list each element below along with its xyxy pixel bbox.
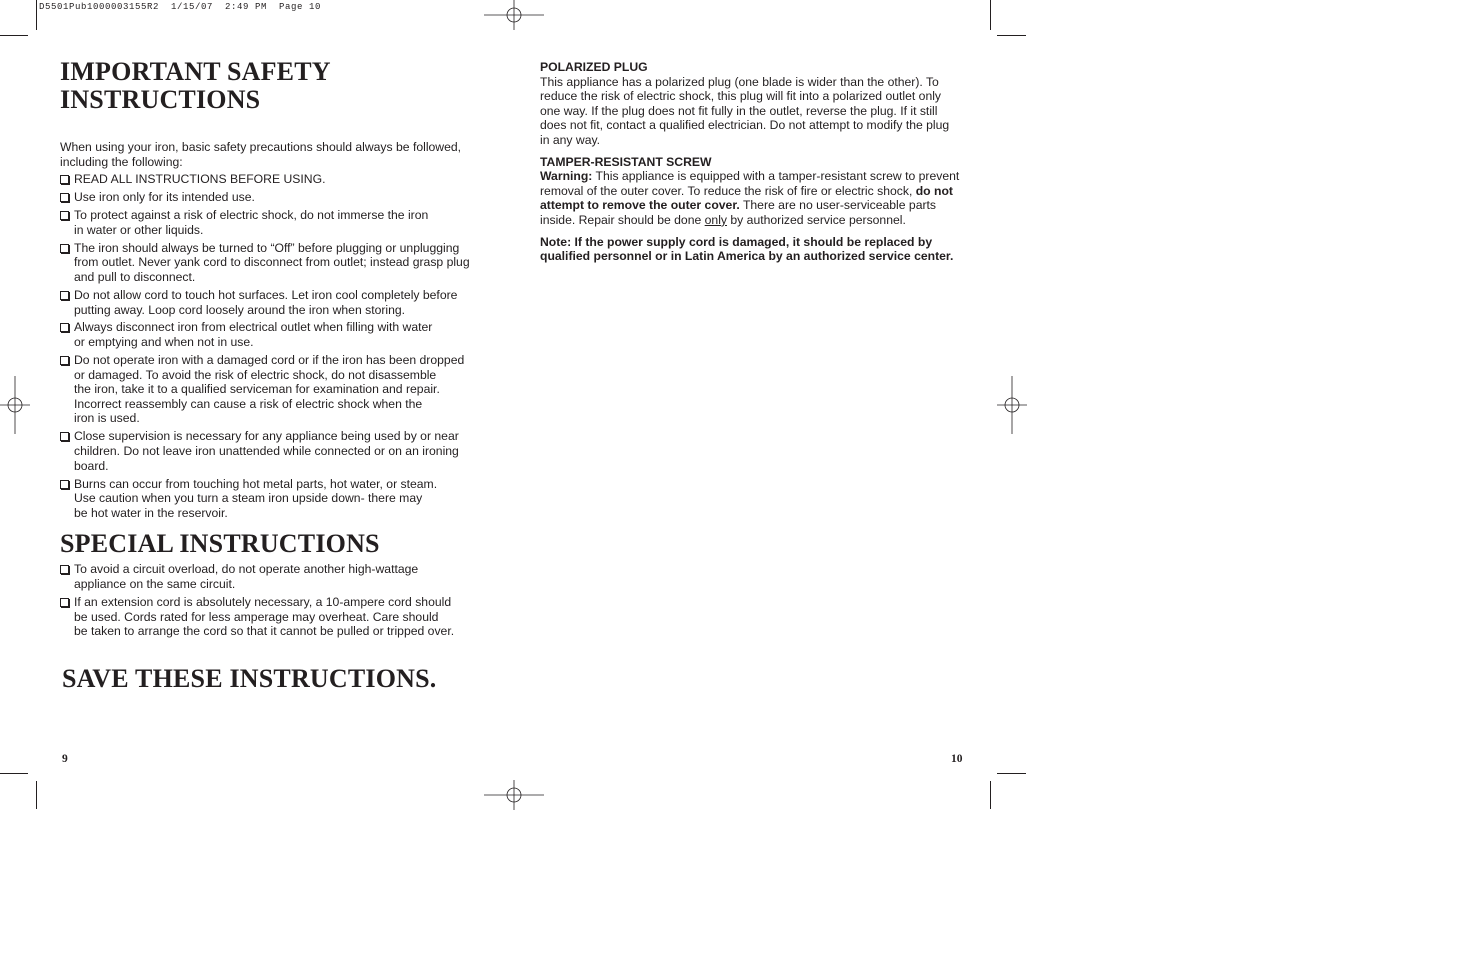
left-page [60,58,500,693]
page-number: 10 [951,753,963,765]
list-item [60,190,500,205]
list-item-line: or emptying and when not in use. [74,335,254,350]
registration-mark-icon [484,0,544,30]
list-item [60,172,500,187]
intro-line: When using your iron, basic safety precautions should always be followed, [60,140,462,154]
text-run: This appliance is equipped with a tamper-resistant screw to prevent [592,169,960,184]
note-line: qualified personnel or in Latin America by an authorized service center. [540,249,954,264]
list-item-line: To protect against a risk of electric shock, do not immerse the iron [74,208,429,223]
text-run: do not [915,183,953,198]
list-item-line: be hot water in the reservoir. [74,505,228,520]
list-item-line: Incorrect reassembly can cause a risk of electric shock when the [74,396,423,411]
tamper-screw-heading: TAMPER-RESISTANT SCREW [540,154,712,169]
page-title [60,58,500,114]
list-item [60,288,500,317]
list-item-line: the iron, take it to a qualified serviceman for examination and repair. [74,382,440,397]
text-run: inside. Repair should be done [540,212,705,227]
list-item-line: Close supervision is necessary for any appliance being used by or near [74,429,459,444]
list-item-line: and pull to disconnect. [74,269,196,284]
crop-mark [990,0,991,30]
crop-mark [0,773,28,774]
crop-mark [36,0,37,30]
intro-paragraph [60,140,500,169]
registration-mark-icon [484,780,544,810]
paragraph-line: in any way. [540,132,601,147]
list-item-line: from outlet. Never yank cord to disconnect from outlet; instead grasp plug [74,255,470,270]
crop-mark [990,781,991,809]
tamper-screw-paragraph [540,169,970,227]
title-line: IMPORTANT SAFETY [60,57,331,86]
safety-list [60,172,500,520]
list-item [60,241,500,285]
page-number: 9 [62,753,68,765]
text-run: attempt to remove the outer cover. [540,198,740,213]
crop-mark [997,35,1026,36]
list-item-line: The iron should always be turned to “Off” before plugging or unplugging [74,240,460,255]
list-item [60,320,500,349]
crop-mark [36,781,37,809]
polarized-plug-heading: POLARIZED PLUG [540,60,648,74]
text-run: by authorized service personnel. [727,212,906,227]
list-item-line: If an extension cord is absolutely necessary, a 10-ampere cord should [74,594,452,609]
list-item-line: be taken to arrange the cord so that it cannot be pulled or tripped over. [74,624,455,639]
list-item [60,208,500,237]
special-list [60,562,500,638]
paragraph-line: reduce the risk of electric shock, this plug will fit into a polarized outlet only [540,89,942,104]
list-item [60,562,500,591]
list-item-line: children. Do not leave iron unattended while connected or on an ironing [74,444,459,459]
text-run: only [704,212,728,227]
list-item-line: Do not allow cord to touch hot surfaces. Let iron cool completely before [74,287,458,302]
list-item-line: Always disconnect iron from electrical outlet when filling with water [74,320,433,335]
registration-mark-icon [997,376,1027,434]
list-item-line: iron is used. [74,411,140,426]
print-slug: D5501Pub1000003155R2 1/15/07 2:49 PM Page 10 [39,2,322,12]
warning-label: Warning: [540,169,593,184]
crop-mark [0,35,28,36]
right-page [540,60,970,271]
list-item-line: putting away. Loop cord loosely around the iron when storing. [74,302,406,317]
list-item-line: appliance on the same circuit. [74,576,236,591]
list-item [60,477,500,521]
paragraph-line: one way. If the plug does not fit fully in the outlet, reverse the plug. If it still [540,103,938,118]
list-item-line: Do not operate iron with a damaged cord or if the iron has been dropped [74,353,465,368]
list-item-line: READ ALL INSTRUCTIONS BEFORE USING. [74,172,326,187]
polarized-plug-paragraph [540,75,970,148]
crop-mark [997,773,1026,774]
note-line: Note: If the power supply cord is damaged, it should be replaced by [540,234,933,249]
paragraph-line: This appliance has a polarized plug (one blade is wider than the other). To [540,74,939,89]
list-item-line: or damaged. To avoid the risk of electric shock, do not disassemble [74,367,437,382]
text-run: There are no user-serviceable parts [739,198,937,213]
registration-mark-icon [0,376,30,434]
special-instructions-heading: SPECIAL INSTRUCTIONS [60,529,380,559]
list-item-line: Use caution when you turn a steam iron upside down- there may [74,491,423,506]
list-item-line: be used. Cords rated for less amperage may overheat. Care should [74,609,439,624]
list-item-line: board. [74,458,109,473]
paragraph-line: does not fit, contact a qualified electrician. Do not attempt to modify the plug [540,118,950,133]
list-item [60,595,500,639]
list-item-line: To avoid a circuit overload, do not operate another high-wattage [74,562,419,577]
save-instructions-heading: SAVE THESE INSTRUCTIONS. [62,663,437,693]
list-item-line: in water or other liquids. [74,222,204,237]
list-item-line: Use iron only for its intended use. [74,190,255,205]
list-item [60,429,500,473]
title-line: INSTRUCTIONS [60,85,261,114]
list-item-line: Burns can occur from touching hot metal parts, hot water, or steam. [74,476,438,491]
power-cord-note [540,235,970,264]
text-run: removal of the outer cover. To reduce the risk of fire or electric shock, [540,183,916,198]
intro-line: including the following: [60,154,183,169]
list-item [60,353,500,426]
